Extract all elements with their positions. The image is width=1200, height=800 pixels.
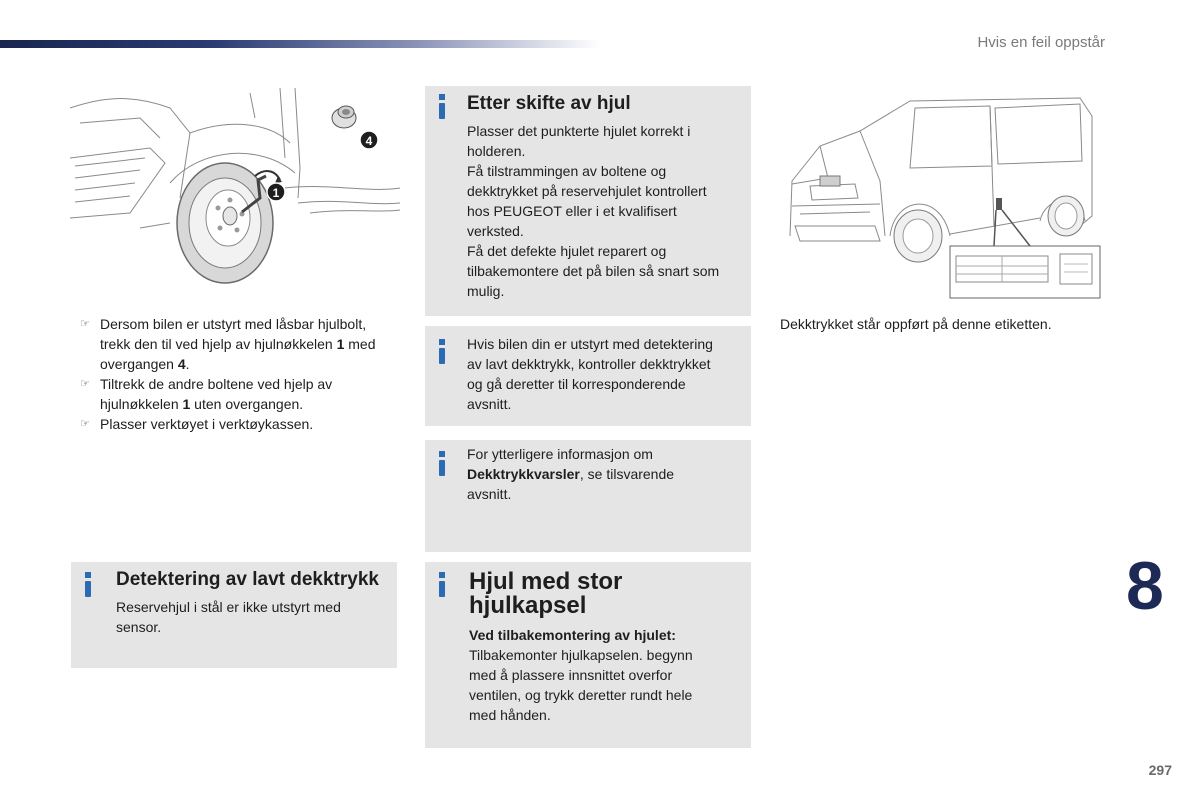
- box-text: Tilbakemonter hjulkapselen. begynn med å plassere innsnittet overfor ventilen, og trykk deretter rundt hele med hånden.: [469, 647, 693, 723]
- callout-4: [360, 131, 378, 149]
- pointer-hand-icon: ☞: [80, 378, 90, 390]
- info-box-low-pressure-detection: [71, 562, 397, 668]
- list-item: ☞ Dersom bilen er utstyrt med låsbar hjulbolt, trekk den til ved hjelp av hjulnøkkelen 1 med overgangen 4.: [80, 316, 376, 372]
- chapter-number: 8: [1126, 548, 1164, 624]
- callout-1: [267, 183, 285, 201]
- svg-text:1: 1: [272, 186, 280, 200]
- info-icon: [439, 94, 445, 100]
- box-title: Hjul med stor hjulkapsel: [469, 568, 623, 619]
- info-icon-stem: [439, 581, 445, 597]
- pointer-hand-icon: ☞: [80, 418, 90, 430]
- info-icon-stem: [439, 460, 445, 476]
- info-box-more-information: [425, 440, 751, 552]
- info-icon: [439, 451, 445, 457]
- pointer-hand-icon: ☞: [80, 318, 90, 330]
- section-title: Hvis en feil oppstår: [977, 34, 1105, 51]
- box-text: For ytterligere informasjon om Dekktrykkvarsler, se tilsvarende avsnitt.: [467, 446, 675, 502]
- info-icon: [85, 572, 91, 578]
- header-gradient-bar: [0, 40, 600, 48]
- info-icon-stem: [439, 103, 445, 119]
- info-icon-stem: [439, 348, 445, 364]
- box-title: Detektering av lavt dekktrykk: [116, 569, 379, 590]
- page-number: 297: [1148, 762, 1172, 778]
- wheel-change-illustration: [70, 88, 400, 288]
- box-text: Plasser det punkterte hjulet korrekt i holderen. Få tilstrammingen av boltene og dekktrykket på reservehjulet kontrollert hos PEUGEOT eller i et kvalifisert verksted. Få det defekte hjulet reparert og tilbakemontere det på bilen så snart som mulig.: [467, 123, 720, 299]
- info-icon-stem: [85, 581, 91, 597]
- list-item: ☞ Tiltrekk de andre boltene ved hjelp av hjulnøkkelen 1 uten overgangen.: [80, 376, 333, 412]
- list-item: ☞ Plasser verktøyet i verktøykassen.: [80, 416, 314, 432]
- instruction-list: [80, 314, 400, 434]
- info-box-detection-equipped: [425, 326, 751, 426]
- box-subtitle: Ved tilbakemontering av hjulet:: [469, 627, 676, 643]
- van-caption: Dekktrykket står oppført på denne etiketten.: [780, 316, 1052, 332]
- van-tire-label-illustration: [780, 86, 1105, 301]
- box-text: Hvis bilen din er utstyrt med detektering av lavt dekktrykk, kontroller dekktrykket og gå deretter til korresponderende avsnitt.: [467, 336, 713, 412]
- info-box-large-hubcap: [425, 562, 751, 748]
- info-icon: [439, 572, 445, 578]
- box-title: Etter skifte av hjul: [467, 93, 631, 114]
- info-icon: [439, 339, 445, 345]
- info-box-after-wheel-change: [425, 86, 751, 316]
- svg-text:4: 4: [365, 134, 373, 148]
- box-text: Reservehjul i stål er ikke utstyrt med sensor.: [116, 599, 341, 635]
